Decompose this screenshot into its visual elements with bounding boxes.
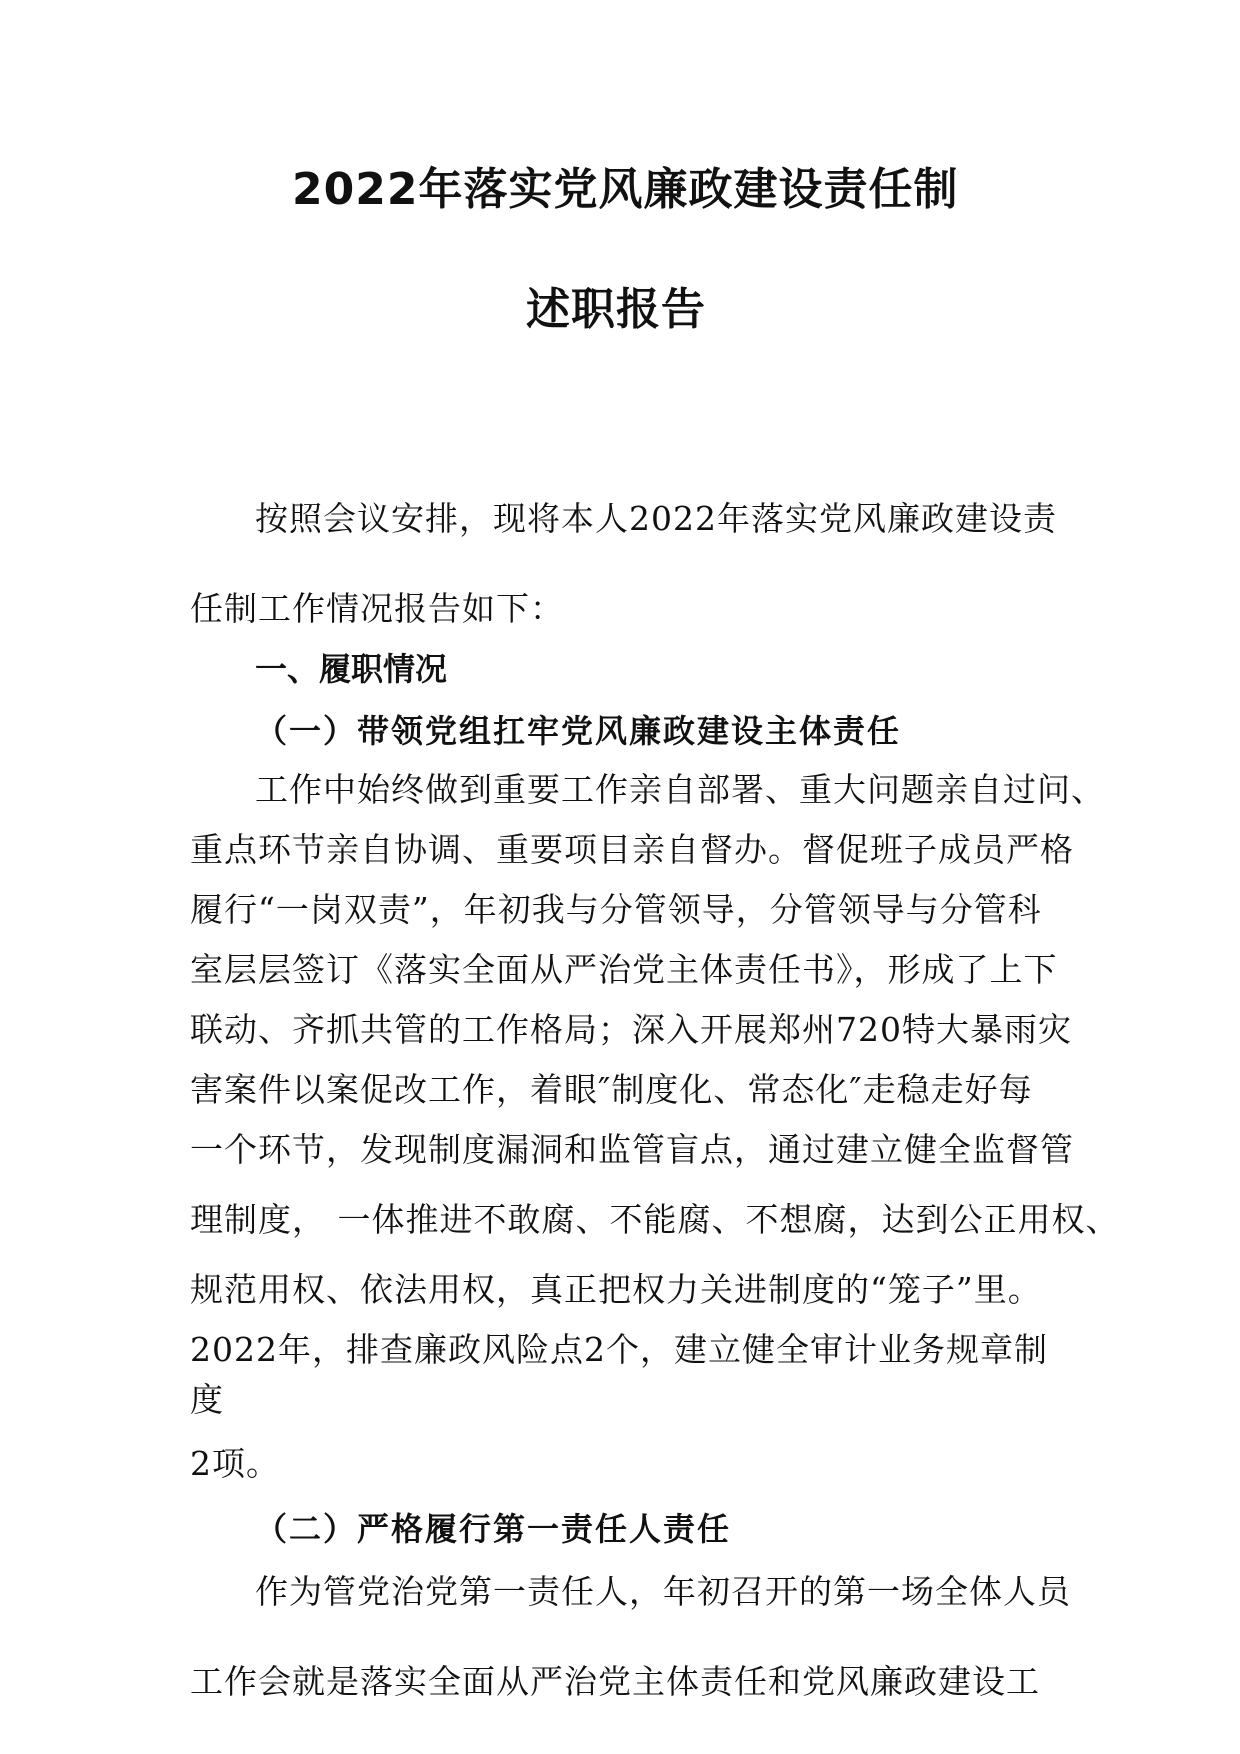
paragraph-line: 规范用权、依法用权，真正把权力关进制度的“笼子”里。 xyxy=(190,1270,1042,1309)
paragraph-line: 履行“一岗双责”，年初我与分管领导，分管领导与分管科 xyxy=(190,890,1042,929)
paragraph-line: 工作会就是落实全面从严治党主体责任和党风廉政建设工 xyxy=(190,1662,1040,1701)
paragraph-line: 度 xyxy=(190,1380,224,1419)
paragraph-line: 重点环节亲自协调、重要项目亲自督办。督促班子成员严格 xyxy=(190,830,1074,869)
intro-line-1: 按照会议安排，现将本人2022年落实党风廉政建设责 xyxy=(255,499,1057,538)
paragraph-line: 联动、齐抓共管的工作格局；深入开展郑州720特大暴雨灾 xyxy=(190,1010,1072,1049)
subsection-1-heading: （一）带领党组扛牢党风廉政建设主体责任 xyxy=(255,712,902,750)
paragraph-line: 工作中始终做到重要工作亲自部署、重大问题亲自过问、 xyxy=(255,770,1105,809)
paragraph-line: 作为管党治党第一责任人，年初召开的第一场全体人员 xyxy=(255,1572,1071,1611)
section-1-heading: 一、履职情况 xyxy=(255,650,448,688)
document-title-line-1: 2022年落实党风廉政建设责任制 xyxy=(292,164,959,215)
subsection-2-heading: （二）严格履行第一责任人责任 xyxy=(255,1510,732,1548)
paragraph-line: 2022年，排查廉政风险点2个，建立健全审计业务规章制 xyxy=(190,1330,1048,1369)
paragraph-line: 理制度， 一体推进不敢腐、不能腐、不想腐，达到公正用权、 xyxy=(190,1200,1120,1239)
paragraph-line: 害案件以案促改工作，着眼″制度化、常态化″走稳走好每 xyxy=(190,1070,1033,1109)
paragraph-line: 室层层签订《落实全面从严治党主体责任书》，形成了上下 xyxy=(190,950,1058,989)
paragraph-line: 2项。 xyxy=(190,1444,280,1483)
paragraph-line: 一个环节，发现制度漏洞和监管盲点，通过建立健全监督管 xyxy=(190,1130,1074,1169)
document-title-line-2: 述职报告 xyxy=(526,284,706,335)
intro-line-2: 任制工作情况报告如下： xyxy=(190,589,564,628)
